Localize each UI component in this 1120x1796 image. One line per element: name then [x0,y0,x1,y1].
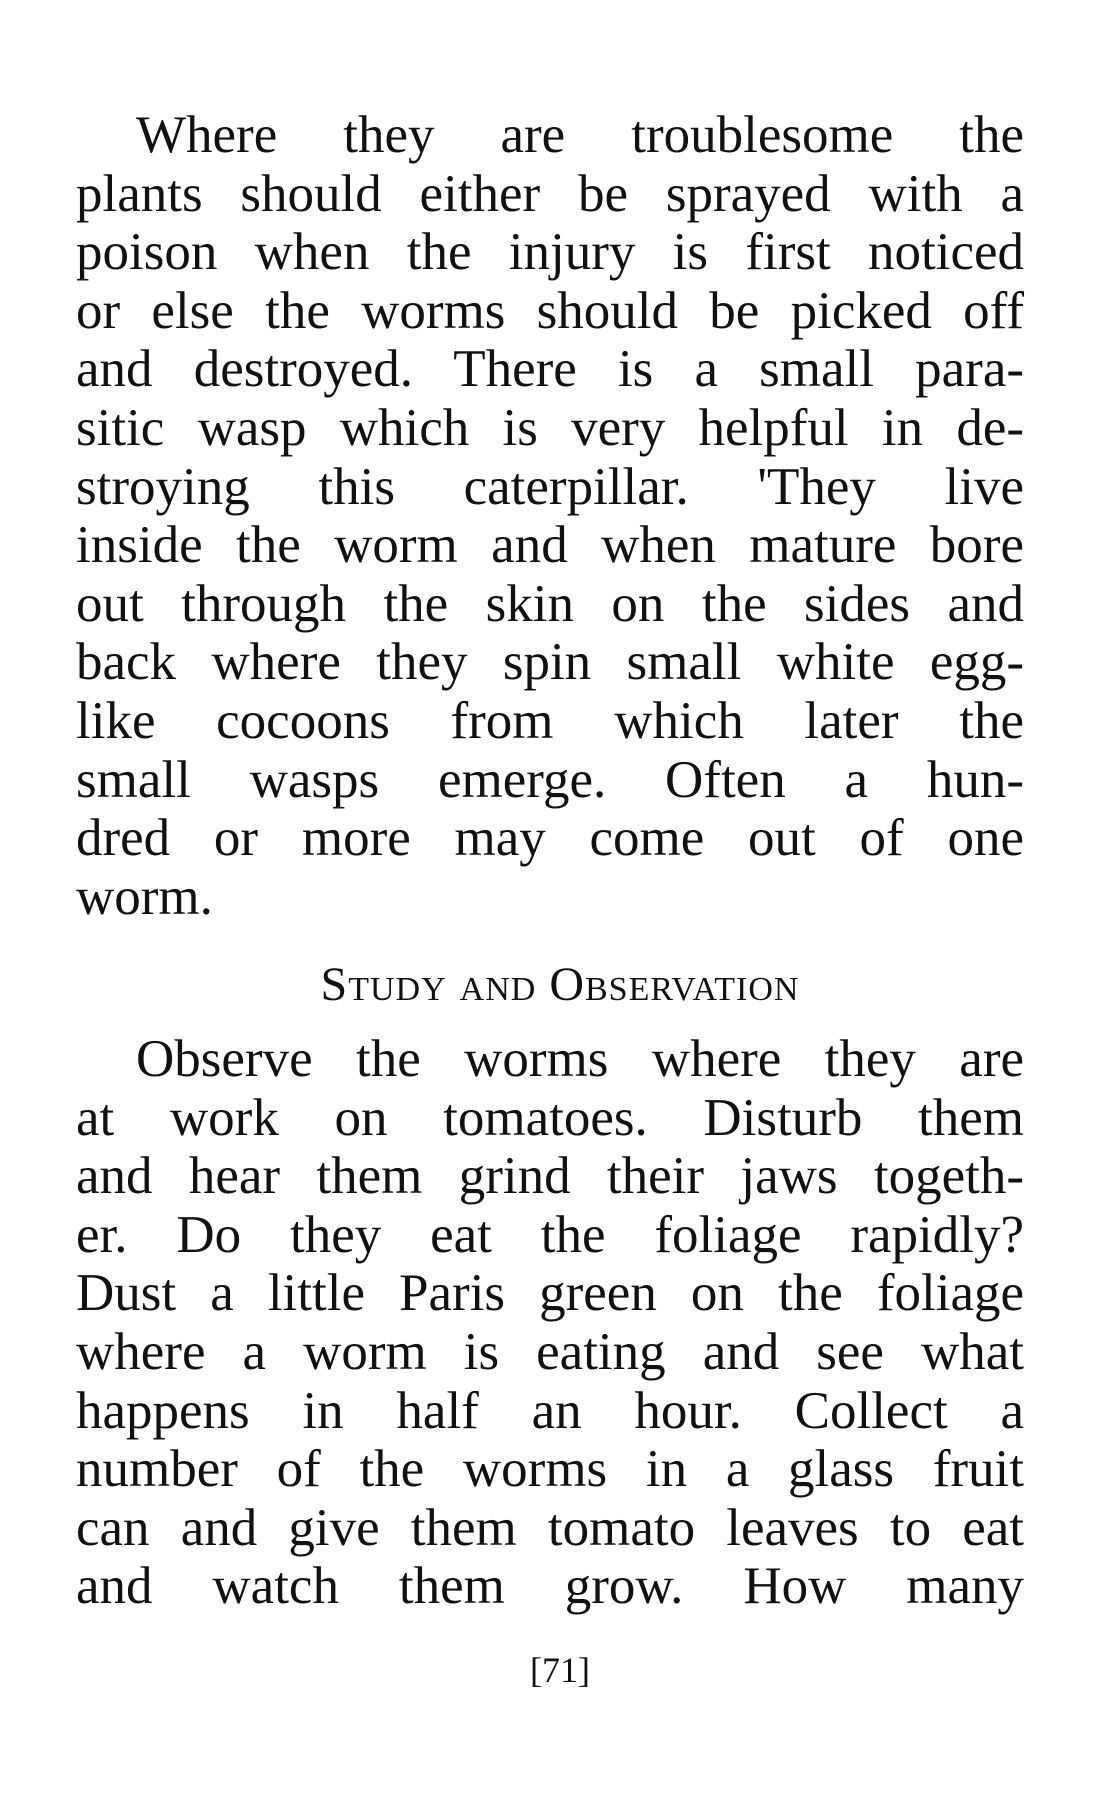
text-line: stroying this caterpillar. 'They live [76,457,1024,516]
text-line: can and give them tomato leaves to eat [76,1498,1024,1557]
text-line: er. Do they eat the foliage rapidly? [76,1205,1024,1264]
paragraph-tomato-worm-control [76,106,1024,926]
text-line: poison when the injury is first noticed [76,223,1024,282]
text-line: happens in half an hour. Collect a [76,1381,1024,1440]
text-line: and watch them grow. How many [76,1557,1024,1616]
text-line: plants should either be sprayed with a [76,164,1024,223]
page-number: [71] [530,1650,590,1690]
text-line: inside the worm and when mature bore [76,516,1024,575]
text-line: or else the worms should be picked off [76,281,1024,340]
text-line: Observe the worms where they are [136,1030,1024,1088]
text-line: small wasps emerge. Often a hun- [76,750,1024,809]
text-line: number of the worms in a glass fruit [76,1440,1024,1499]
paragraph-study-observation [76,1030,1024,1616]
text-line: at work on tomatoes. Disturb them [76,1088,1024,1147]
text-line: sitic wasp which is very helpful in de- [76,398,1024,457]
text-line: where a worm is eating and see what [76,1322,1024,1381]
text-line: back where they spin small white egg- [76,633,1024,692]
text-line: dred or more may come out of one [76,809,1024,868]
text-line: out through the skin on the sides and [76,574,1024,633]
section-heading: Study and Observation [320,958,800,1011]
text-line: and hear them grind their jaws togeth- [76,1147,1024,1206]
text-line: Dust a little Paris green on the foliage [76,1264,1024,1323]
text-line: and destroyed. There is a small para- [76,340,1024,399]
text-line: worm. [76,867,213,926]
text-line: Where they are troublesome the [136,106,1024,164]
text-line: like cocoons from which later the [76,691,1024,750]
